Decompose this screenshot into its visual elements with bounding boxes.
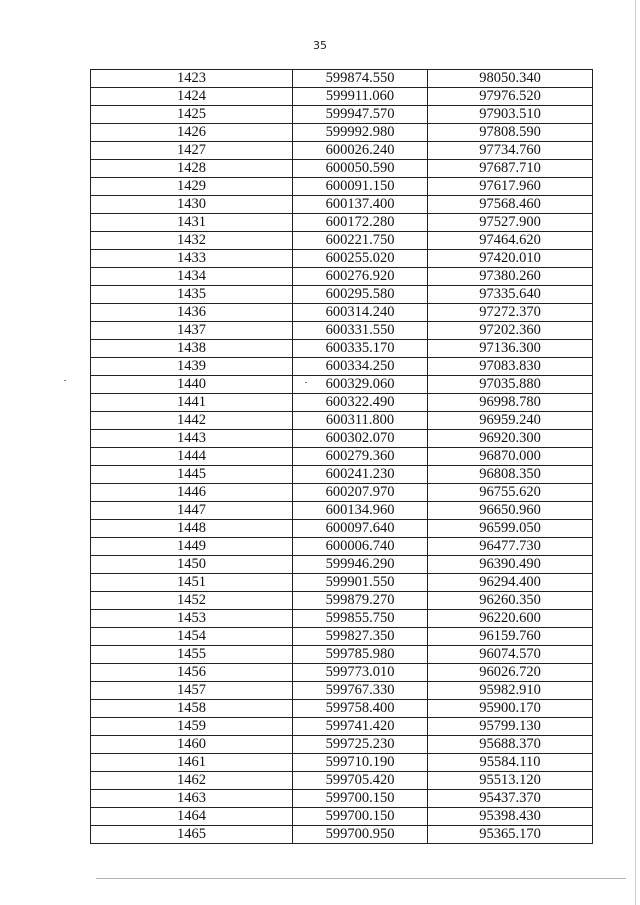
table-row <box>91 646 593 664</box>
y-coordinate-cell: 97136.300 <box>428 340 593 358</box>
x-coordinate-cell: 600006.740 <box>293 538 428 556</box>
y-coordinate-cell: 96998.780 <box>428 394 593 412</box>
y-coordinate-cell: 95900.170 <box>428 700 593 718</box>
table-row <box>91 592 593 610</box>
y-coordinate-cell: 97272.370 <box>428 304 593 322</box>
table-row <box>91 88 593 106</box>
bottom-rule <box>96 878 626 879</box>
point-number-cell: 1456 <box>91 664 293 682</box>
x-coordinate-cell: 600221.750 <box>293 232 428 250</box>
x-coordinate-cell: 599785.980 <box>293 646 428 664</box>
point-number-cell: 1431 <box>91 214 293 232</box>
table-row <box>91 628 593 646</box>
y-coordinate-cell: 97617.960 <box>428 178 593 196</box>
point-number-cell: 1455 <box>91 646 293 664</box>
point-number-cell: 1443 <box>91 430 293 448</box>
table-row <box>91 682 593 700</box>
x-coordinate-cell: 600050.590 <box>293 160 428 178</box>
y-coordinate-cell: 96920.300 <box>428 430 593 448</box>
table-row <box>91 142 593 160</box>
x-coordinate-cell: 600276.920 <box>293 268 428 286</box>
x-coordinate-cell: 600097.640 <box>293 520 428 538</box>
x-coordinate-cell: 599705.420 <box>293 772 428 790</box>
y-coordinate-cell: 97903.510 <box>428 106 593 124</box>
x-coordinate-cell: 599741.420 <box>293 718 428 736</box>
point-number-cell: 1457 <box>91 682 293 700</box>
point-number-cell: 1453 <box>91 610 293 628</box>
table-row <box>91 466 593 484</box>
point-number-cell: 1459 <box>91 718 293 736</box>
y-coordinate-cell: 97335.640 <box>428 286 593 304</box>
x-coordinate-cell: 600207.970 <box>293 484 428 502</box>
x-coordinate-cell: 600334.250 <box>293 358 428 376</box>
point-number-cell: 1452 <box>91 592 293 610</box>
x-coordinate-cell: 599855.750 <box>293 610 428 628</box>
table-row <box>91 160 593 178</box>
y-coordinate-cell: 95688.370 <box>428 736 593 754</box>
point-number-cell: 1463 <box>91 790 293 808</box>
point-number-cell: 1441 <box>91 394 293 412</box>
y-coordinate-cell: 95398.430 <box>428 808 593 826</box>
table-row <box>91 826 593 844</box>
y-coordinate-cell: 96870.000 <box>428 448 593 466</box>
point-number-cell: 1423 <box>91 70 293 88</box>
table-row <box>91 106 593 124</box>
point-number-cell: 1432 <box>91 232 293 250</box>
y-coordinate-cell: 95513.120 <box>428 772 593 790</box>
point-number-cell: 1438 <box>91 340 293 358</box>
y-coordinate-cell: 97202.360 <box>428 322 593 340</box>
x-coordinate-cell: 600137.400 <box>293 196 428 214</box>
point-number-cell: 1430 <box>91 196 293 214</box>
x-coordinate-cell: 600134.960 <box>293 502 428 520</box>
point-number-cell: 1465 <box>91 826 293 844</box>
y-coordinate-cell: 96074.570 <box>428 646 593 664</box>
page-edge-rule <box>635 0 636 905</box>
x-coordinate-cell: 600091.150 <box>293 178 428 196</box>
table-row <box>91 484 593 502</box>
point-number-cell: 1427 <box>91 142 293 160</box>
y-coordinate-cell: 96650.960 <box>428 502 593 520</box>
table-row <box>91 664 593 682</box>
table-row <box>91 700 593 718</box>
x-coordinate-cell: 600314.240 <box>293 304 428 322</box>
page-number: 35 <box>313 39 327 52</box>
point-number-cell: 1437 <box>91 322 293 340</box>
y-coordinate-cell: 97083.830 <box>428 358 593 376</box>
table-row <box>91 124 593 142</box>
point-number-cell: 1425 <box>91 106 293 124</box>
point-number-cell: 1461 <box>91 754 293 772</box>
x-coordinate-cell: 600295.580 <box>293 286 428 304</box>
point-number-cell: 1440 <box>91 376 293 394</box>
table-row <box>91 214 593 232</box>
x-coordinate-cell: 599700.150 <box>293 808 428 826</box>
point-number-cell: 1433 <box>91 250 293 268</box>
table-row <box>91 790 593 808</box>
table-row <box>91 538 593 556</box>
y-coordinate-cell: 96390.490 <box>428 556 593 574</box>
coordinates-table <box>90 69 593 844</box>
x-coordinate-cell: 600302.070 <box>293 430 428 448</box>
x-coordinate-cell: 600279.360 <box>293 448 428 466</box>
x-coordinate-cell: 599946.290 <box>293 556 428 574</box>
table-row <box>91 196 593 214</box>
y-coordinate-cell: 97527.900 <box>428 214 593 232</box>
table-row <box>91 718 593 736</box>
point-number-cell: 1451 <box>91 574 293 592</box>
y-coordinate-cell: 96026.720 <box>428 664 593 682</box>
x-coordinate-cell: 599879.270 <box>293 592 428 610</box>
y-coordinate-cell: 97420.010 <box>428 250 593 268</box>
x-coordinate-cell: 599773.010 <box>293 664 428 682</box>
table-row <box>91 412 593 430</box>
y-coordinate-cell: 98050.340 <box>428 70 593 88</box>
table-row <box>91 376 593 394</box>
y-coordinate-cell: 96808.350 <box>428 466 593 484</box>
table-row <box>91 520 593 538</box>
y-coordinate-cell: 97976.520 <box>428 88 593 106</box>
table-row <box>91 286 593 304</box>
point-number-cell: 1435 <box>91 286 293 304</box>
table-row <box>91 754 593 772</box>
point-number-cell: 1445 <box>91 466 293 484</box>
table-row <box>91 736 593 754</box>
y-coordinate-cell: 95799.130 <box>428 718 593 736</box>
point-number-cell: 1444 <box>91 448 293 466</box>
x-coordinate-cell: 600311.800 <box>293 412 428 430</box>
x-coordinate-cell: 599767.330 <box>293 682 428 700</box>
x-coordinate-cell: 600172.280 <box>293 214 428 232</box>
point-number-cell: 1439 <box>91 358 293 376</box>
scan-speck <box>305 382 307 383</box>
point-number-cell: 1436 <box>91 304 293 322</box>
point-number-cell: 1434 <box>91 268 293 286</box>
x-coordinate-cell: 600026.240 <box>293 142 428 160</box>
table-row <box>91 502 593 520</box>
y-coordinate-cell: 97380.260 <box>428 268 593 286</box>
x-coordinate-cell: 599700.950 <box>293 826 428 844</box>
y-coordinate-cell: 97035.880 <box>428 376 593 394</box>
point-number-cell: 1450 <box>91 556 293 574</box>
table-row <box>91 430 593 448</box>
point-number-cell: 1429 <box>91 178 293 196</box>
table-row <box>91 358 593 376</box>
table-row <box>91 556 593 574</box>
table-row <box>91 394 593 412</box>
x-coordinate-cell: 599758.400 <box>293 700 428 718</box>
point-number-cell: 1448 <box>91 520 293 538</box>
table-row <box>91 70 593 88</box>
x-coordinate-cell: 599901.550 <box>293 574 428 592</box>
x-coordinate-cell: 599992.980 <box>293 124 428 142</box>
table-row <box>91 268 593 286</box>
y-coordinate-cell: 97568.460 <box>428 196 593 214</box>
x-coordinate-cell: 600255.020 <box>293 250 428 268</box>
point-number-cell: 1428 <box>91 160 293 178</box>
coordinates-table-body <box>91 70 593 844</box>
x-coordinate-cell: 599947.570 <box>293 106 428 124</box>
x-coordinate-cell: 599725.230 <box>293 736 428 754</box>
y-coordinate-cell: 96477.730 <box>428 538 593 556</box>
table-row <box>91 340 593 358</box>
point-number-cell: 1426 <box>91 124 293 142</box>
point-number-cell: 1464 <box>91 808 293 826</box>
y-coordinate-cell: 96599.050 <box>428 520 593 538</box>
x-coordinate-cell: 599827.350 <box>293 628 428 646</box>
x-coordinate-cell: 599874.550 <box>293 70 428 88</box>
table-row <box>91 250 593 268</box>
y-coordinate-cell: 95437.370 <box>428 790 593 808</box>
y-coordinate-cell: 96220.600 <box>428 610 593 628</box>
y-coordinate-cell: 95982.910 <box>428 682 593 700</box>
point-number-cell: 1424 <box>91 88 293 106</box>
y-coordinate-cell: 95584.110 <box>428 754 593 772</box>
y-coordinate-cell: 97464.620 <box>428 232 593 250</box>
table-row <box>91 448 593 466</box>
y-coordinate-cell: 95365.170 <box>428 826 593 844</box>
table-row <box>91 808 593 826</box>
x-coordinate-cell: 600329.060 <box>293 376 428 394</box>
point-number-cell: 1454 <box>91 628 293 646</box>
table-row <box>91 610 593 628</box>
point-number-cell: 1458 <box>91 700 293 718</box>
x-coordinate-cell: 599700.150 <box>293 790 428 808</box>
y-coordinate-cell: 96755.620 <box>428 484 593 502</box>
x-coordinate-cell: 600241.230 <box>293 466 428 484</box>
point-number-cell: 1442 <box>91 412 293 430</box>
table-row <box>91 322 593 340</box>
table-row <box>91 304 593 322</box>
y-coordinate-cell: 96260.350 <box>428 592 593 610</box>
x-coordinate-cell: 600331.550 <box>293 322 428 340</box>
y-coordinate-cell: 97687.710 <box>428 160 593 178</box>
table-row <box>91 178 593 196</box>
x-coordinate-cell: 600335.170 <box>293 340 428 358</box>
y-coordinate-cell: 96159.760 <box>428 628 593 646</box>
y-coordinate-cell: 97734.760 <box>428 142 593 160</box>
table-row <box>91 574 593 592</box>
y-coordinate-cell: 97808.590 <box>428 124 593 142</box>
point-number-cell: 1462 <box>91 772 293 790</box>
scan-speck <box>64 380 66 381</box>
point-number-cell: 1447 <box>91 502 293 520</box>
table-row <box>91 772 593 790</box>
point-number-cell: 1449 <box>91 538 293 556</box>
point-number-cell: 1460 <box>91 736 293 754</box>
point-number-cell: 1446 <box>91 484 293 502</box>
x-coordinate-cell: 599710.190 <box>293 754 428 772</box>
y-coordinate-cell: 96959.240 <box>428 412 593 430</box>
x-coordinate-cell: 599911.060 <box>293 88 428 106</box>
table-row <box>91 232 593 250</box>
x-coordinate-cell: 600322.490 <box>293 394 428 412</box>
y-coordinate-cell: 96294.400 <box>428 574 593 592</box>
